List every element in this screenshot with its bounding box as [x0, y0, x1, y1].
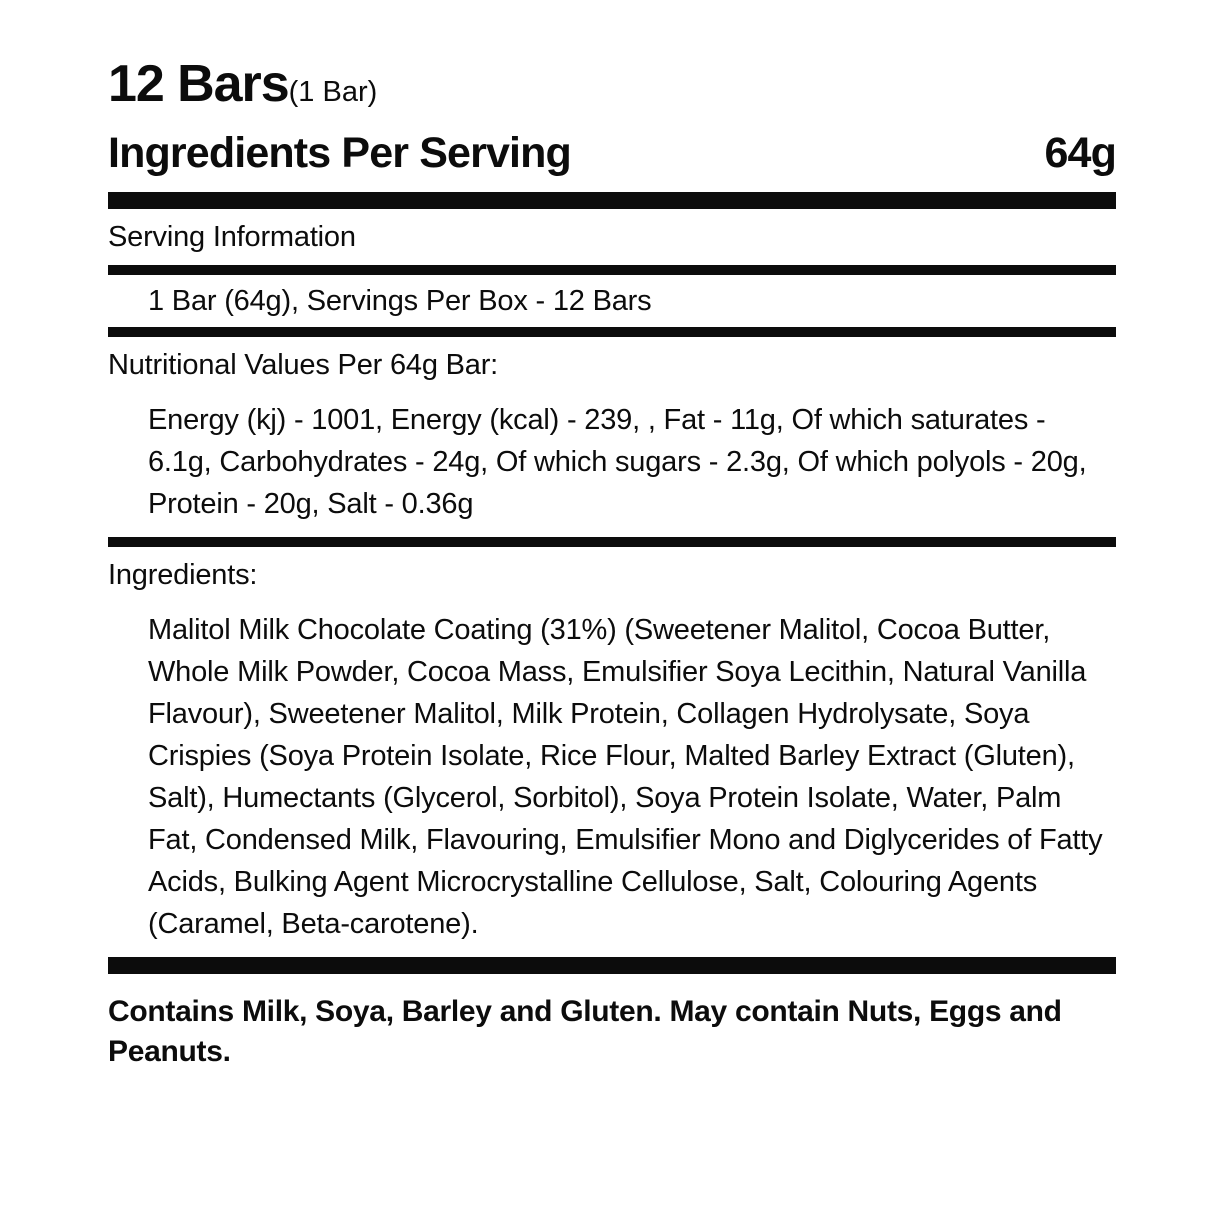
serving-information-detail: 1 Bar (64g), Servings Per Box - 12 Bars — [148, 285, 652, 318]
divider-thin-2 — [108, 327, 1116, 337]
pack-size: 12 Bars — [108, 55, 289, 113]
divider-thick-bottom — [108, 957, 1116, 974]
serving-unit: (1 Bar) — [288, 76, 378, 108]
ingredients-title: Ingredients: — [108, 559, 258, 592]
divider-thin-3 — [108, 537, 1116, 547]
serving-weight: 64g — [1044, 129, 1116, 178]
pack-size-row — [108, 56, 1116, 112]
allergen-notice: Contains Milk, Soya, Barley and Gluten. May contain Nuts, Eggs and Peanuts. — [108, 995, 1062, 1069]
heading-row — [108, 130, 1116, 177]
divider-thin-1 — [108, 265, 1116, 275]
nutritional-values-detail: Energy (kj) - 1001, Energy (kcal) - 239, , Fat - 11g, Of which saturates - 6.1g, Carbohydrates - 24g, Of which sugars - 2.3g, Of which polyols - 20g, Protein - 20g, Salt - 0.36g — [148, 404, 1087, 521]
divider-thick-top — [108, 192, 1116, 209]
ingredients-detail: Malitol Milk Chocolate Coating (31%) (Sweetener Malitol, Cocoa Butter, Whole Milk Powder, Cocoa Mass, Emulsifier Soya Lecithin, Natural Vanilla Flavour), Sweetener Malitol, Milk Protein, Collagen Hydrolysate, Soya Crispies (Soya Protein Isolate, Rice Flour, Malted Barley Extract (Gluten), Salt), Humectants (Glycerol, Sorbitol), Soya Protein Isolate, Water, Palm Fat, Condensed Milk, Flavouring, Emulsifier Mono and Diglycerides of Fatty Acids, Bulking Agent Microcrystalline Cellulose, Salt, Colouring Agents (Caramel, Beta-carotene). — [148, 614, 1103, 941]
serving-information-title: Serving Information — [108, 221, 356, 254]
page-title: Ingredients Per Serving — [108, 129, 571, 178]
nutritional-values-title: Nutritional Values Per 64g Bar: — [108, 349, 499, 382]
